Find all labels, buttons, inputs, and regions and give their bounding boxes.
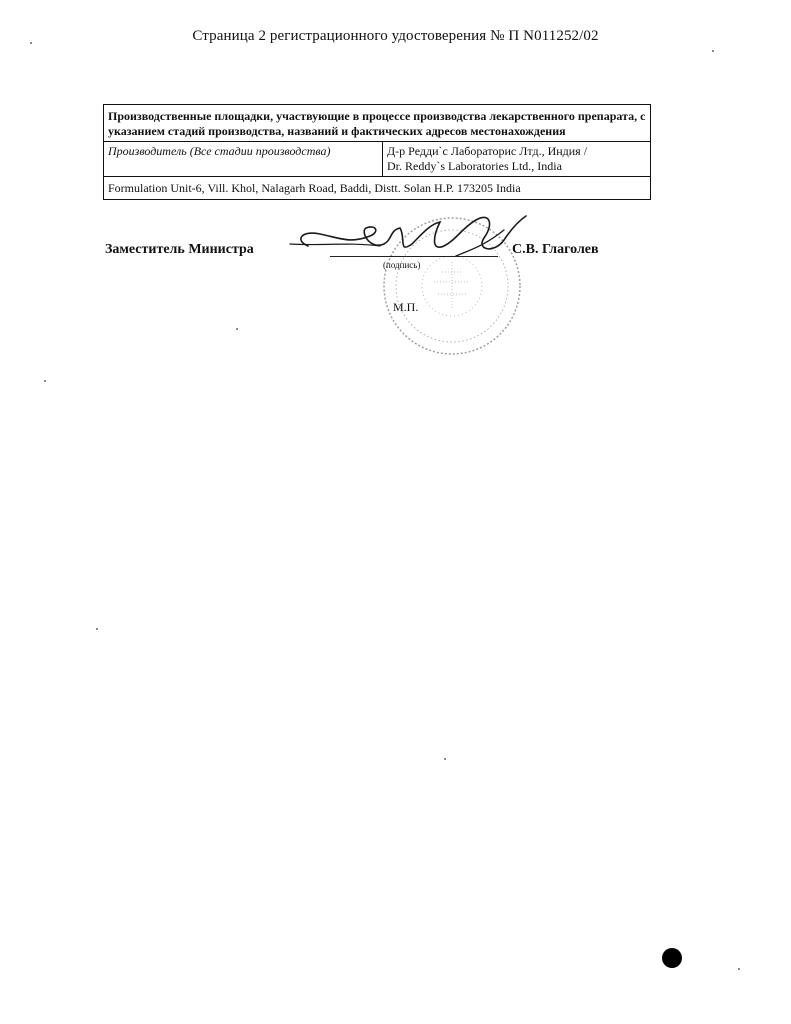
scan-speck xyxy=(738,968,740,970)
scan-speck xyxy=(236,328,238,330)
table-heading: Производственные площадки, участвующие в процессе производства лекарственного препарата, с указанием стадий производства, названий и фактических адресов местонахождения xyxy=(104,105,651,142)
table-row xyxy=(104,105,651,142)
scan-artifact-dot xyxy=(662,948,682,968)
manufacturer-name xyxy=(383,142,651,177)
site-address: Formulation Unit-6, Vill. Khol, Nalagarh Road, Baddi, Distt. Solan H.P. 173205 India xyxy=(104,177,651,200)
scan-speck xyxy=(30,42,32,44)
signature-line xyxy=(330,256,498,257)
seal-label: М.П. xyxy=(393,300,419,314)
table-row xyxy=(104,177,651,200)
scan-speck xyxy=(712,50,714,52)
signature-caption: (подпись) xyxy=(383,260,421,270)
scan-speck xyxy=(444,758,446,760)
manufacturer-role: Производитель (Все стадии производства) xyxy=(104,142,383,177)
scan-speck xyxy=(44,380,46,382)
scan-speck xyxy=(96,628,98,630)
production-sites-table xyxy=(103,104,651,200)
manufacturer-name-en: Dr. Reddy`s Laboratories Ltd., India xyxy=(387,159,562,173)
page-title: Страница 2 регистрационного удостоверения № П N011252/02 xyxy=(192,28,599,44)
manufacturer-name-ru: Д-р Редди`с Лабораторис Лтд., Индия / xyxy=(387,144,588,158)
signatory-position: Заместитель Министра xyxy=(105,242,254,257)
signatory-name: С.В. Глаголев xyxy=(512,242,599,257)
table-row xyxy=(104,142,651,177)
